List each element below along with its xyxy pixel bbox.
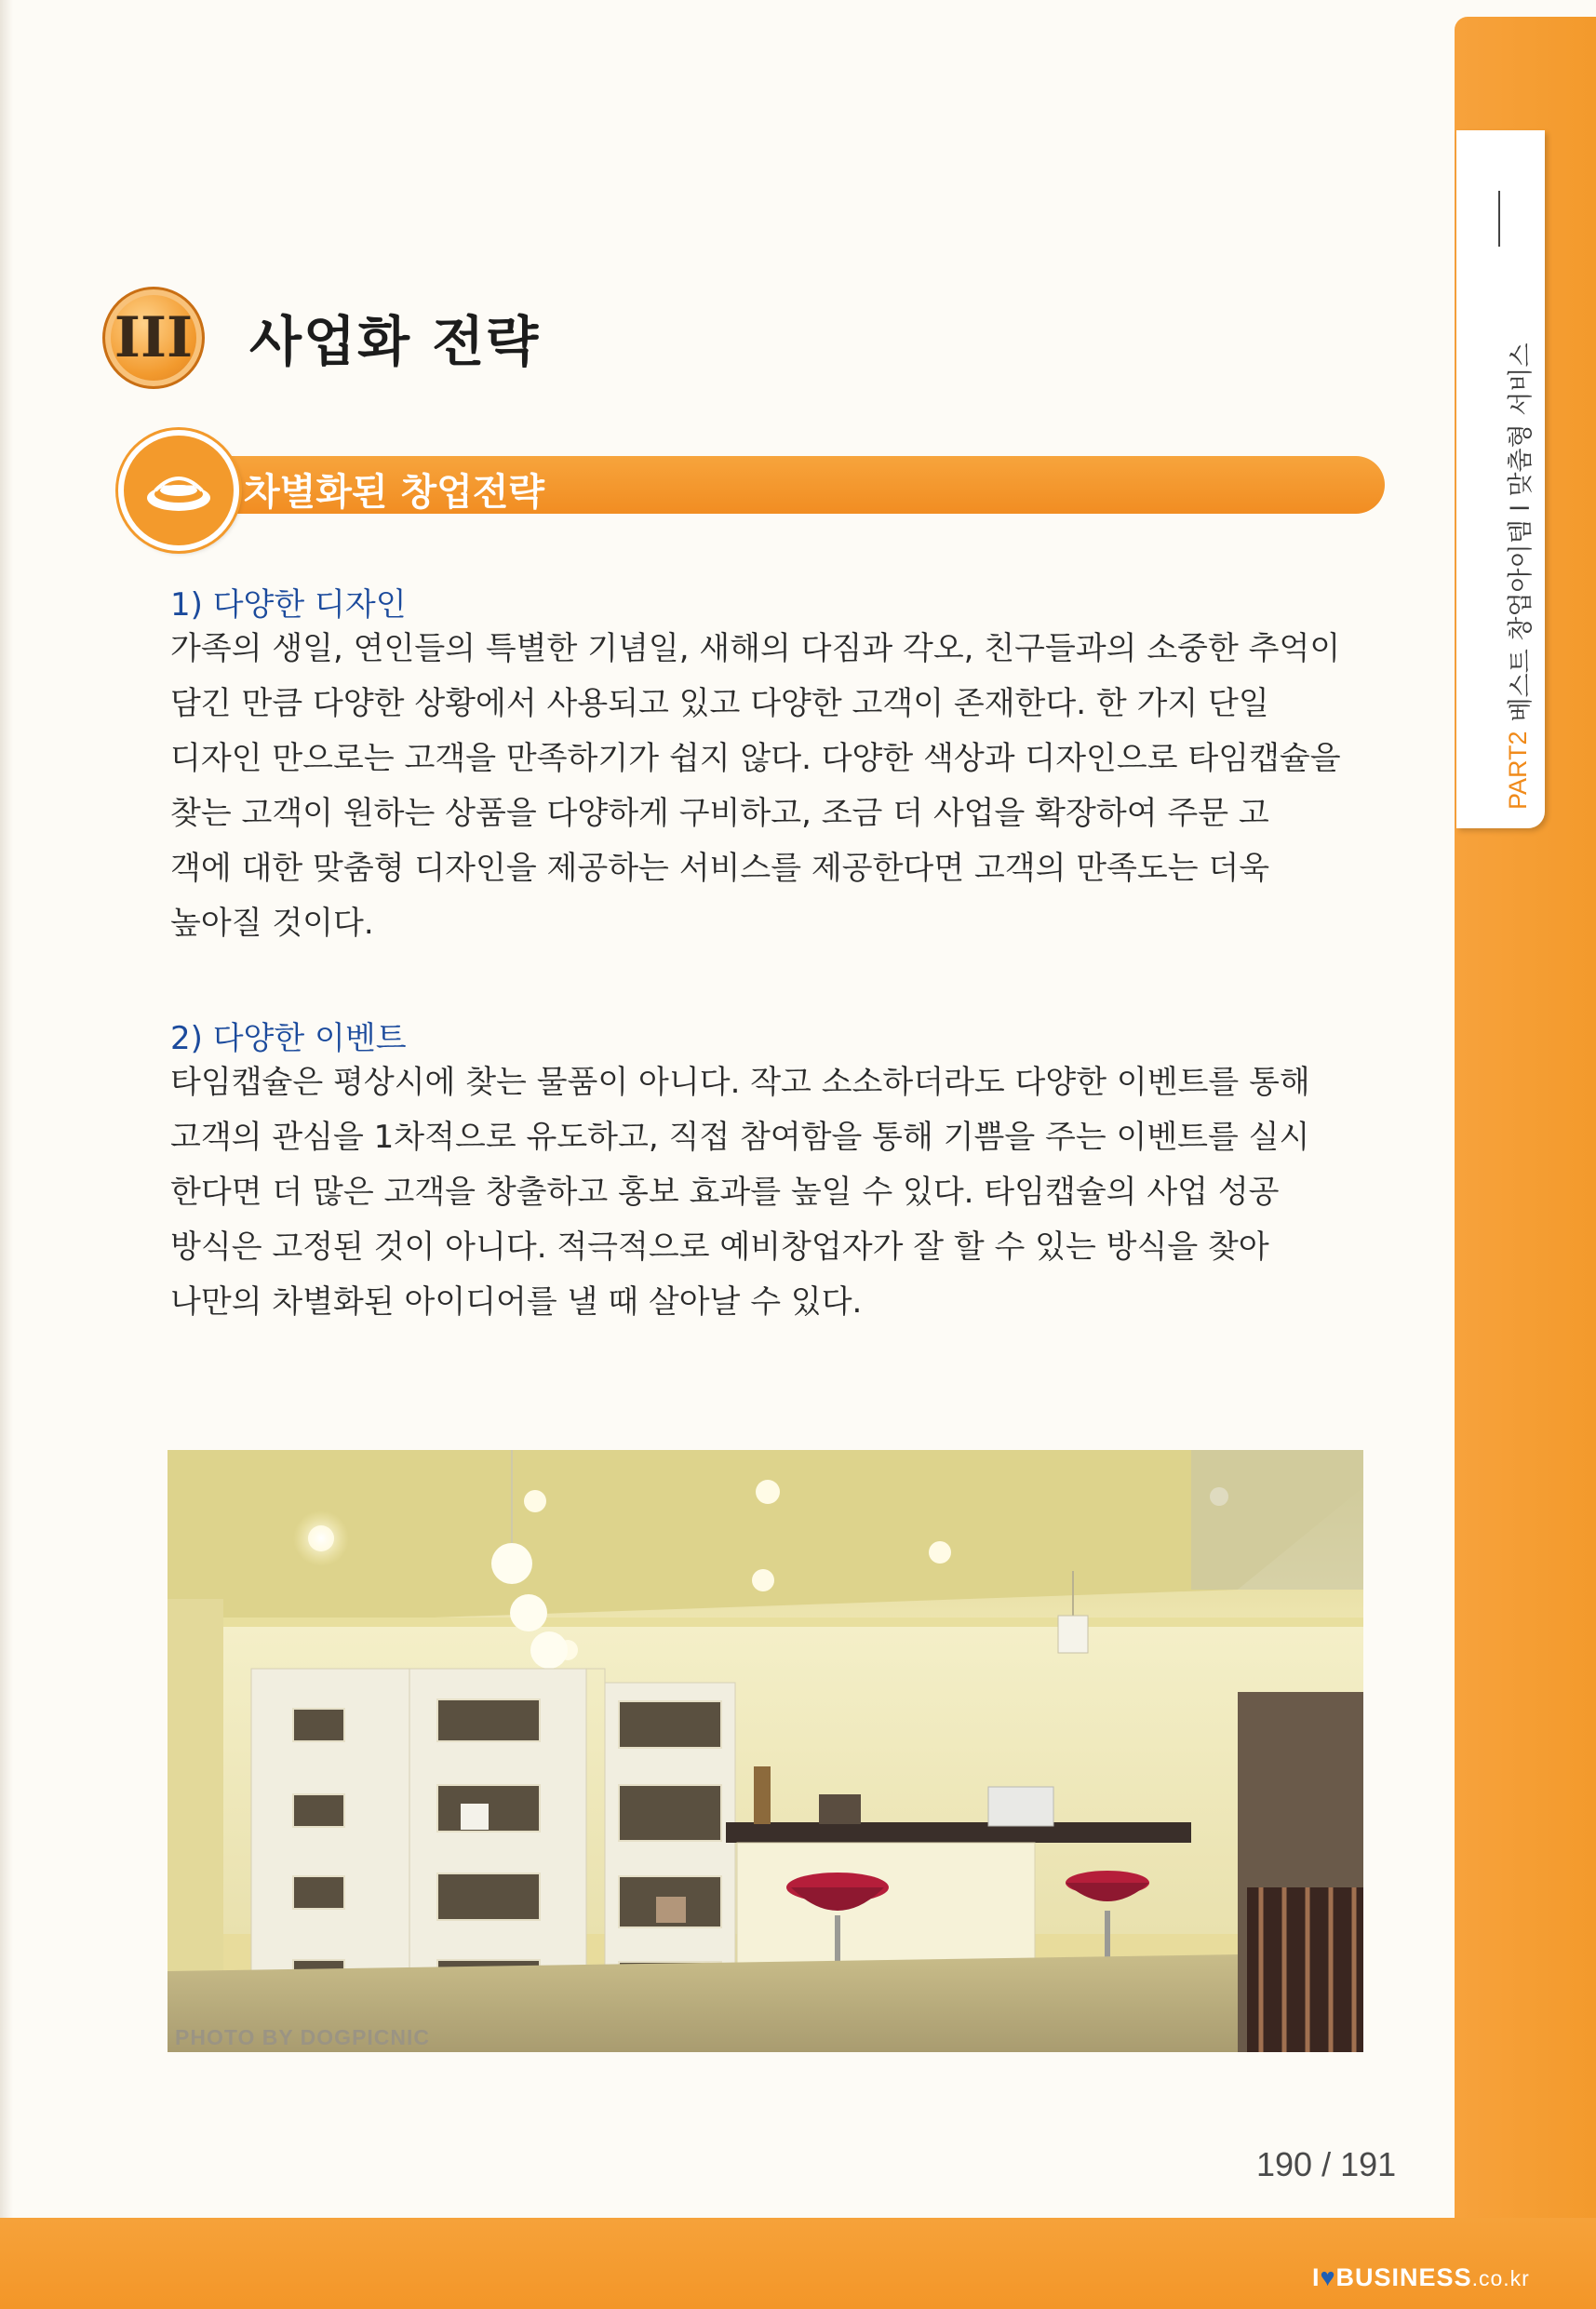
brand-name: BUSINESS: [1335, 2263, 1472, 2291]
page-edge: [0, 0, 13, 2309]
text-line: 높아질 것이다.: [170, 905, 374, 942]
text-line: 담긴 만큼 다양한 상황에서 사용되고 있고 다양한 고객이 존재한다. 한 가지 단일: [170, 685, 1269, 722]
section-title: 사업화 전략: [249, 310, 541, 373]
brand-i: I: [1312, 2263, 1321, 2291]
shop-interior-illustration: [168, 1450, 1363, 2052]
side-tab-text: 베스트 창업아이템 l 맞춤형 서비스: [1507, 342, 1536, 722]
item-body-design: [170, 622, 1373, 951]
side-tab-part: PART2: [1504, 731, 1532, 810]
text-line: 찾는 고객이 원하는 상품을 다양하게 구비하고, 조금 더 사업을 확장하여 주문 고: [170, 795, 1269, 832]
side-tab-divider: [1498, 191, 1500, 247]
subsection-title: 차별화된 창업전략: [244, 471, 545, 514]
text-line: 한다면 더 많은 고객을 창출하고 홍보 효과를 높일 수 있다. 타임캡슐의 사업 성공: [170, 1174, 1280, 1211]
heart-icon: ♥: [1320, 2263, 1336, 2291]
section-roman-numeral: III: [114, 305, 194, 370]
text-line: 나만의 차별화된 아이디어를 낼 때 살아날 수 있다.: [170, 1283, 863, 1321]
photo-credit: PHOTO BY DOGPICNIC: [175, 2025, 431, 2049]
item-heading-design: 1) 다양한 디자인: [170, 586, 407, 624]
brand-logo: [1312, 2263, 1530, 2292]
subsection-icon-badge: [118, 430, 239, 551]
text-line: 디자인 만으로는 고객을 만족하기가 쉽지 않다. 다양한 색상과 디자인으로 타임캡슐을: [170, 740, 1341, 777]
item-body-event: [170, 1055, 1373, 1330]
text-line: 객에 대한 맞춤형 디자인을 제공하는 서비스를 제공한다면 고객의 만족도는 더욱: [170, 850, 1270, 887]
text-line: 고객의 관심을 1차적으로 유도하고, 직접 참여함을 통해 기쁨을 주는 이벤트를 실시: [170, 1119, 1310, 1156]
brand-domain: .co.kr: [1471, 2266, 1530, 2290]
page-number: 190 / 191: [1256, 2145, 1397, 2183]
pet-bed-icon: [142, 463, 215, 518]
text-line: 방식은 고정된 것이 아니다. 적극적으로 예비창업자가 잘 할 수 있는 방식을 찾아: [170, 1228, 1269, 1266]
section-number-badge: [102, 287, 205, 389]
side-tab-label: [1500, 342, 1536, 810]
text-line: 가족의 생일, 연인들의 특별한 기념일, 새해의 다짐과 각오, 친구들과의 소중한 추억이: [170, 630, 1341, 667]
item-heading-event: 2) 다양한 이벤트: [170, 1020, 407, 1057]
text-line: 타임캡슐은 평상시에 찾는 물품이 아니다. 작고 소소하더라도 다양한 이벤트를 통해: [170, 1064, 1310, 1101]
shop-interior-photo: [168, 1450, 1363, 2052]
